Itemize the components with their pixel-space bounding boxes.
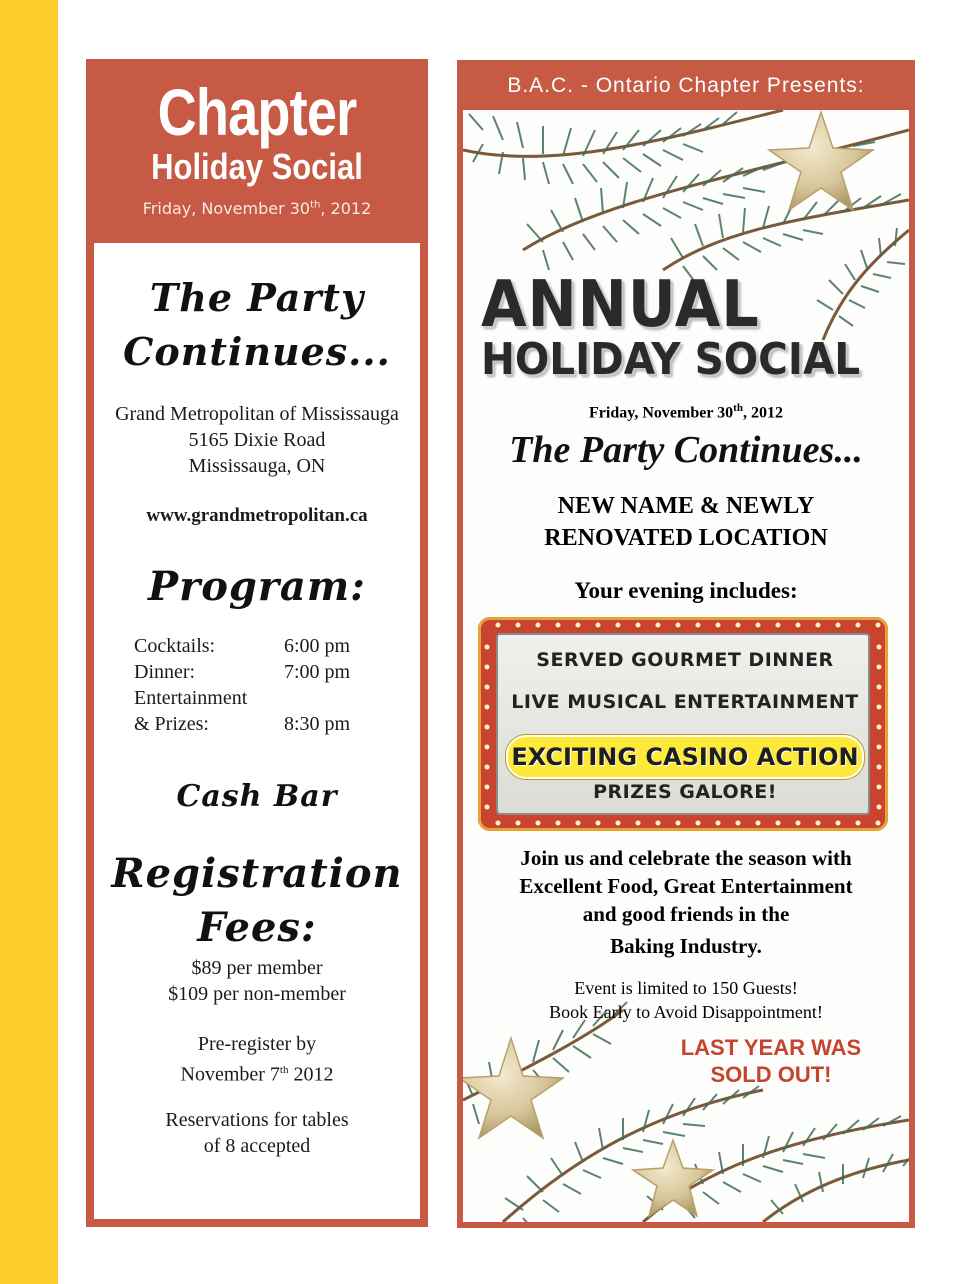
marquee-item-prizes: PRIZES GALORE! [593,781,777,803]
event-date: Friday, November 30th, 2012 [142,199,372,218]
program-heading: Program: [148,563,366,610]
fee-list [94,955,420,1007]
sold-out-notice: LAST YEAR WAS SOLD OUT! [680,1035,862,1087]
holiday-social-title: HOLIDAY SOCIAL [481,334,861,385]
non-member-fee: $109 per non-member [168,983,346,1005]
flyer-body [463,110,909,1222]
program-row: Cocktails: 6:00 pm [134,635,351,657]
venue-website-link[interactable]: www.grandmetropolitan.ca [146,505,368,526]
flyer-event-date: Friday, November 30th, 2012 [589,402,783,422]
registration-fees-heading: Registration Fees: [111,850,403,951]
member-fee: $89 per member [191,957,323,979]
gold-star-decoration [769,112,873,210]
marquee-board [496,633,870,815]
evening-includes-heading: Your evening includes: [574,578,798,603]
cash-bar-heading: Cash Bar [176,779,338,814]
holiday-social-subtitle: Holiday Social [151,146,363,187]
marquee-item-casino: EXCITING CASINO ACTION [506,735,864,779]
right-flyer-panel [457,60,915,1228]
left-body [94,243,420,1219]
chapter-title: Chapter [157,75,357,149]
new-location-announcement: NEW NAME & NEWLY RENOVATED LOCATION [544,493,828,551]
join-us-message: Join us and celebrate the season with Excellent Food, Great Entertainment and good friends in the Baking Industry. [519,846,853,958]
gold-star-decoration [633,1140,713,1216]
program-row: Entertainment [134,687,248,709]
party-continues-tagline: The Party Continues... [509,429,863,471]
venue-city: Mississauga, ON [188,455,326,477]
table-reservations-note: Reservations for tables of 8 accepted [165,1109,349,1157]
left-header [86,59,428,243]
pre-register-deadline: Pre-register by November 7th 2012 [180,1033,334,1086]
program-row: Dinner: 7:00 pm [134,661,351,683]
program-row: & Prizes: 8:30 pm [134,713,351,735]
venue-street: 5165 Dixie Road [188,429,326,451]
marquee-item-dinner: SERVED GOURMET DINNER [536,649,834,671]
yellow-side-stripe [0,0,58,1284]
presenter-banner: B.A.C. - Ontario Chapter Presents: [507,74,865,97]
party-continues-heading: The Party Continues... [123,275,391,374]
guest-limit-note: Event is limited to 150 Guests! Book Early to Avoid Disappointment! [549,978,823,1022]
left-info-panel [86,59,428,1227]
marquee-item-entertainment: LIVE MUSICAL ENTERTAINMENT [511,691,859,713]
venue-name: Grand Metropolitan of Mississauga [115,403,399,425]
marquee-sign [478,617,888,831]
program-schedule [134,633,394,737]
venue-address [94,401,420,479]
annual-title: ANNUAL [481,268,760,342]
